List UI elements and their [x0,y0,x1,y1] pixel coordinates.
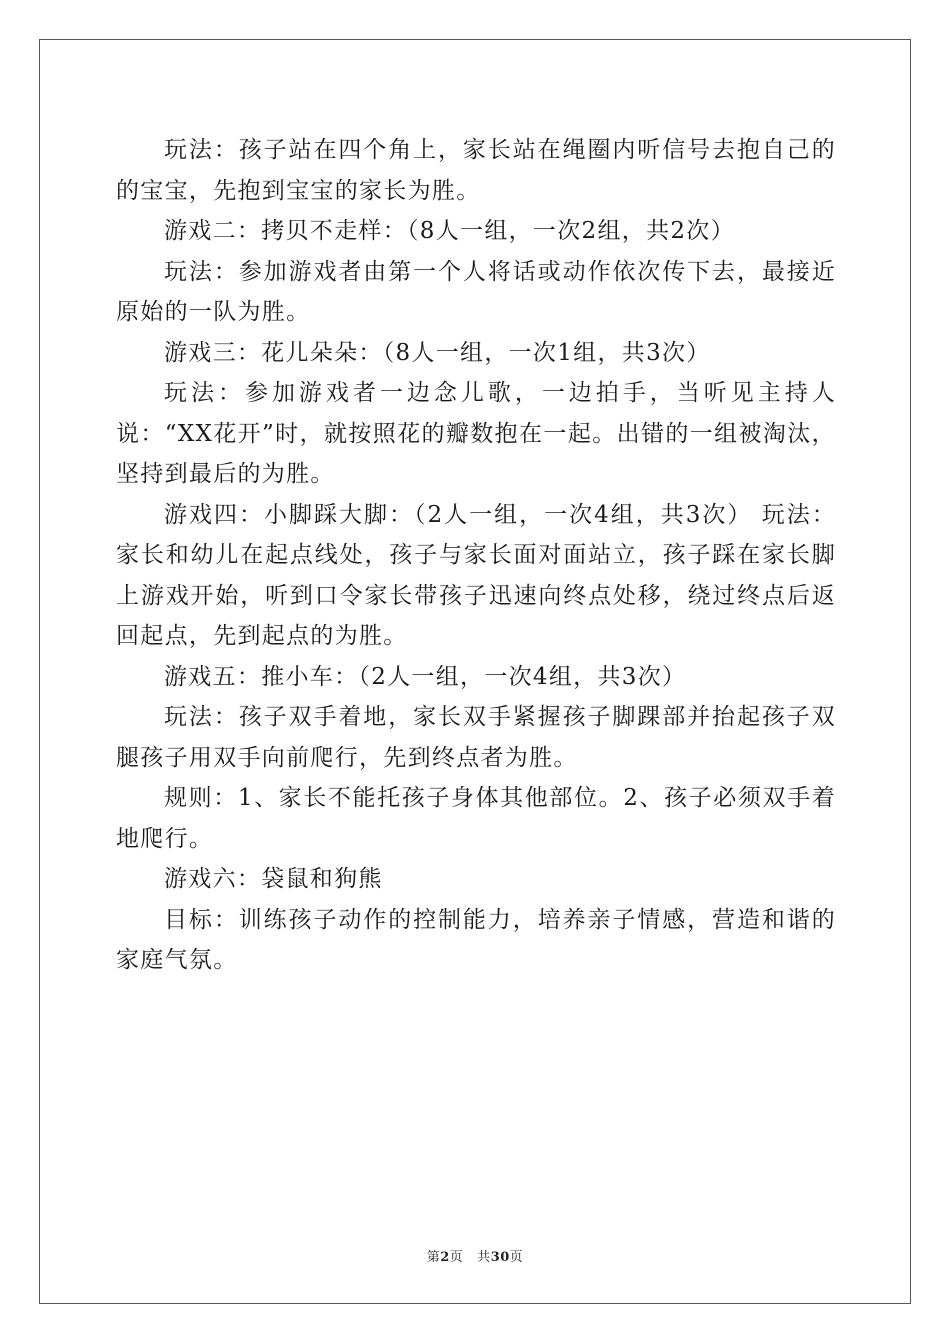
paragraph: 玩法：孩子双手着地，家长双手紧握孩子脚踝部并抬起孩子双腿孩子用双手向前爬行，先到终点者为胜。 [116,704,836,771]
page-footer [0,1246,950,1265]
paragraph: 游戏四：小脚踩大脚：（2人一组，一次4组，共3次） 玩法：家长和幼儿在起点线处，孩子与家长面对面站立，孩子踩在家长脚上游戏开始，听到口令家长带孩子迅速向终点处移，绕过终点后返回起点，先到起点的为胜。 [116,501,836,649]
paragraph: 游戏二：拷贝不走样：（8人一组，一次2组，共2次） [164,218,735,244]
paragraph: 目标：训练孩子动作的控制能力，培养亲子情感，营造和谐的家庭气氛。 [116,906,836,973]
paragraph: 玩法：参加游戏者一边念儿歌，一边拍手，当听见主持人说：“XX花开”时，就按照花的瓣数抱在一起。出错的一组被淘汰，坚持到最后的为胜。 [116,380,836,487]
document-body [116,130,836,981]
footer-total-pages: 30 [490,1250,510,1265]
footer-page-suffix: 页 [449,1250,464,1265]
paragraph: 游戏六：袋鼠和狗熊 [164,866,383,892]
footer-total-suffix: 页 [509,1250,524,1265]
footer-page-number: 2 [440,1250,450,1265]
paragraph: 玩法：孩子站在四个角上，家长站在绳圈内听信号去抱自己的的宝宝，先抱到宝宝的家长为胜。 [116,137,836,204]
footer-prefix: 第 [426,1250,441,1265]
paragraph: 游戏五：推小车：（2人一组，一次4组，共3次） [164,663,687,690]
paragraph: 游戏三：花儿朵朵：（8人一组，一次1组，共3次） [164,339,711,366]
footer-total-prefix: 共 [477,1250,491,1265]
paragraph: 玩法：参加游戏者由第一个人将话或动作依次传下去，最接近原始的一队为胜。 [116,258,836,325]
paragraph: 规则：1、家长不能托孩子身体其他部位。2、孩子必须双手着地爬行。 [116,785,836,852]
